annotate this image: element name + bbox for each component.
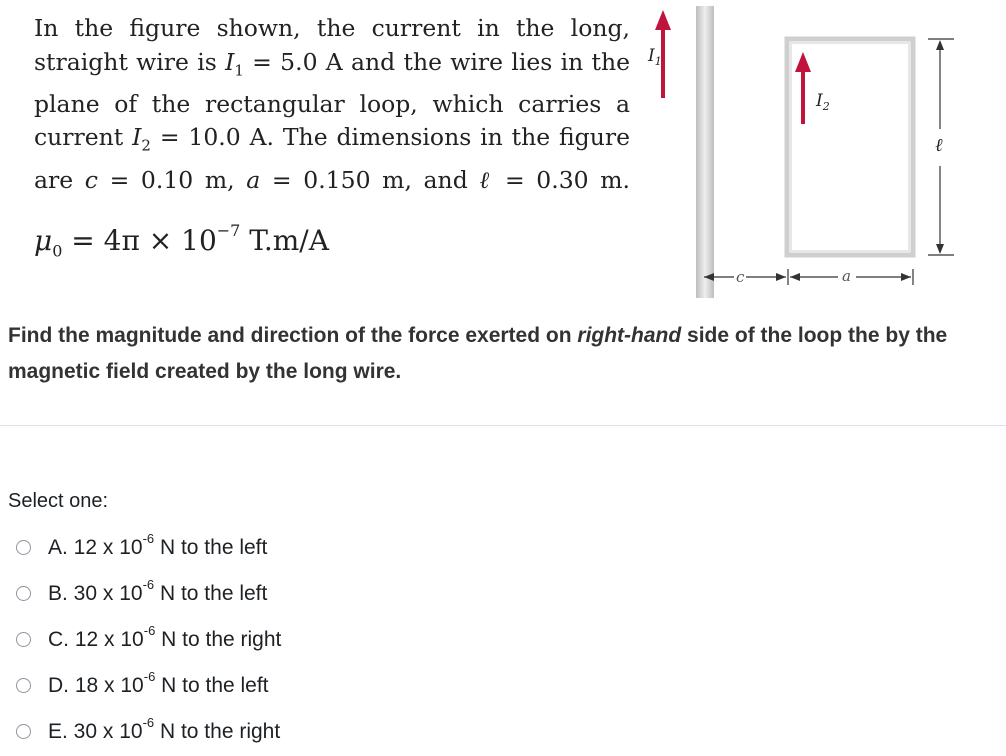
option-c[interactable] [16,616,281,662]
label-c: c [736,268,745,286]
option-b[interactable] [16,570,281,616]
divider [0,425,1006,426]
dimension-c [704,273,786,281]
option-label: E. 30 x $10^{-6}$ N to the right [48,715,281,743]
label-l: ℓ [935,135,943,156]
radio-button[interactable] [16,678,31,693]
option-d[interactable] [16,662,281,708]
wire-loop-figure [640,6,980,298]
option-label: B. 30 x $10^{-6}$ N to the left [48,577,268,605]
option-label: C. 12 x $10^{-6}$ N to the right [48,623,282,651]
select-one-label: Select one: [8,490,109,512]
label-a: a [842,267,851,285]
permeability-constant: $\mu_0 = 4\pi \times 10^{-7}$ T.m/A [34,220,329,261]
answer-options [16,524,281,754]
option-e[interactable] [16,708,281,754]
label-i2: $I_2$ [816,91,830,113]
figure-diagram [640,6,980,298]
problem-line: straight wire is $I_1 = 5.0$ A and the wire lies in the [34,47,630,80]
option-a[interactable] [16,524,281,570]
problem-line: are c = 0.10 m, a = 0.150 m, and ℓ = 0.30 m. [34,165,630,194]
question-text: Find the magnitude and direction of the force exerted on right-hand side of the loop the by the magnetic field created by the long wire. [8,324,948,383]
arrow-i2-icon [795,52,811,124]
radio-button[interactable] [16,724,31,739]
arrow-i1-icon [655,10,671,98]
radio-button[interactable] [16,540,31,555]
problem-line: plane of the rectangular loop, which carries a [34,89,630,118]
problem-line: current $I_2 = 10.0$ A. The dimensions in the figure [34,123,630,156]
label-i1: $I_1$ [648,46,662,68]
problem-line: In the figure shown, the current in the long, [34,14,630,42]
option-label: A. 12 x $10^{-6}$ N to the left [48,531,268,559]
problem-statement [34,12,630,197]
long-wire [696,6,714,298]
radio-button[interactable] [16,632,31,647]
radio-button[interactable] [16,586,31,601]
option-label: D. 18 x $10^{-6}$ N to the left [48,669,269,697]
